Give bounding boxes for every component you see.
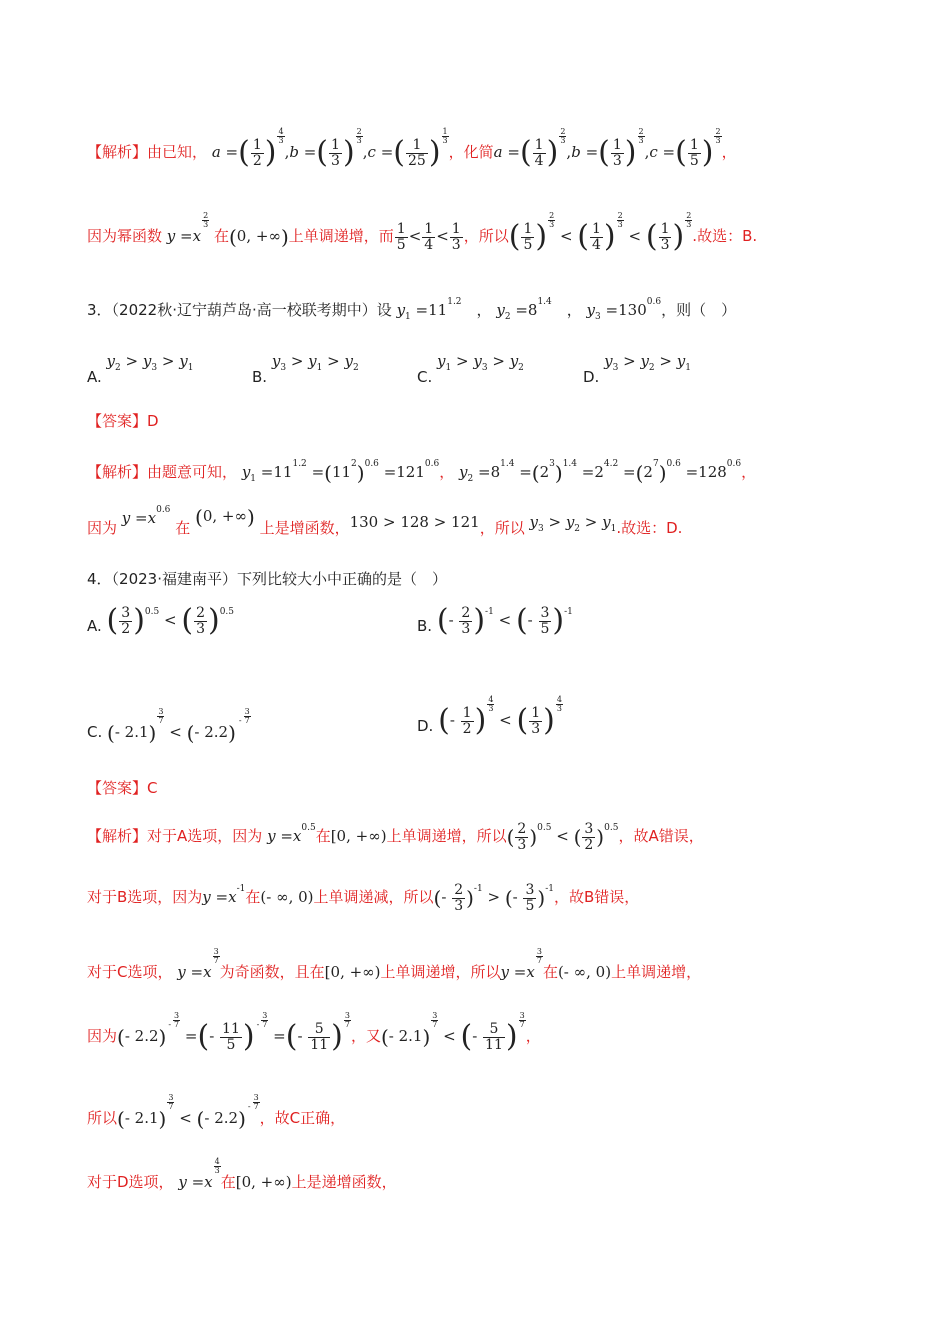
q4-answer <box>87 781 890 796</box>
question-number: 3． <box>87 301 112 319</box>
q3-option-b[interactable]: B. $y_3 > y_1 > y_2$ <box>252 352 359 386</box>
q4-analysis-line-3: 对于C选项， y =x $\frac{3}{7}$ 为奇函数，且在[0, +∞)上单调递增，所以y =x $\frac{3}{7}$ 在(- ∞, 0)上单调递增， <box>87 947 702 981</box>
q4-option-a[interactable]: A. ( $\frac{3}{2}$ )$^{0.5}$ < ( $\frac{2}{3}$ )$^{0.5}$ <box>87 603 235 639</box>
question-source: （2022秋·辽宁葫芦岛·高一校联考期中） <box>111 301 377 319</box>
math-power-function: y =x $\frac{2}{3}$ <box>166 211 209 245</box>
q3-option-d[interactable]: D. $y_3 > y_2 > y_1$ <box>583 352 691 386</box>
answer-value: C <box>147 779 158 797</box>
answer-label: 【答案】 <box>87 412 148 430</box>
question-source: （2023·福建南平） <box>111 570 237 588</box>
q4-option-c[interactable]: C. (- 2.1) $\frac{3}{7}$ < (- 2.2) - $\frac{3}{7}$ <box>87 707 250 745</box>
q3-option-a[interactable]: A. $y_2 > y_3 > y_1$ <box>87 352 194 386</box>
q3-analysis-line-1: 【解析】由题意可知， $y_1 =11^{1.2} =(11^2)^{0.6} =121^{0.6}$， $y_2 =8^{1.4} =(2^3)^{1.4} =2^{4.2} =(2^7)^{0.6} =128^{0.6}$， <box>87 459 757 485</box>
q4-stem: 4．（2023·福建南平）下列比较大小中正确的是（ ） <box>87 570 448 588</box>
q3-answer <box>87 414 890 429</box>
math-abc-simplified: a =( $\frac{1}{4}$ ) $\frac{2}{3}$ ,b =( $\frac{1}{3}$ ) $\frac{2}{3}$ ,c =( $\frac{1}{5}$ ) $\frac{2}{3}$ <box>493 127 721 170</box>
math-power-compare: ( $\frac{1}{5}$ ) $\frac{2}{3}$ < ( $\frac{1}{4}$ ) $\frac{2}{3}$ < ( $\frac{1}{3}$ ) $\frac{2}{3}$ <box>508 211 692 254</box>
q4-option-b[interactable]: B. (- $\frac{2}{3}$ )$^{-1}$ < (- $\frac{3}{5}$ )$^{-1}$ <box>417 603 573 639</box>
question-number: 4． <box>87 570 112 588</box>
q4-analysis-line-4: 因为(- 2.2) - $\frac{3}{7}$ =(- $\frac{11}{5}$ ) - $\frac{3}{7}$ =(- $\frac{5}{11}$ ) $\frac{3}{7}$ ，又(- 2.1) $\frac{3}{7}$ < (- $\frac{5}{11}$ ) $\frac{3}{7}$ ， <box>87 1011 541 1054</box>
math-abc-given: a =( $\frac{1}{2}$ ) $\frac{4}{3}$ ,b =( $\frac{1}{3}$ ) $\frac{2}{3}$ ,c =( $\frac{1}{25}$ ) $\frac{1}{3}$ <box>211 127 448 170</box>
q4-analysis-line-5: 所以(- 2.1) $\frac{3}{7}$ < (- 2.2) - $\frac{3}{7}$ ，故C正确， <box>87 1093 346 1131</box>
q4-option-d[interactable]: D. (- $\frac{1}{2}$ ) $\frac{4}{3}$ < ( $\frac{1}{3}$ ) $\frac{4}{3}$ <box>417 695 562 738</box>
q2-analysis-line-1: 【解析】由已知， a =( $\frac{1}{2}$ ) $\frac{4}{3}$ ,b =( $\frac{1}{3}$ ) $\frac{2}{3}$ ,c =( $\frac{1}{25}$ ) $\frac{1}{3}$ ，化简a =( $\frac{1}{4}$ ) $\frac{2}{3}$ ,b =( $\frac{1}{3}$ ) $\frac{2}{3}$ ,c =( $\frac{1}{5}$ ) $\frac{2}{3}$ ， <box>87 127 737 170</box>
q3-option-c[interactable]: C. $y_1 > y_3 > y_2$ <box>417 352 524 386</box>
answer-label: 【答案】 <box>87 779 148 797</box>
q3-stem: 3．（2022秋·辽宁葫芦岛·高一校联考期中）设 $y_1 =11^{1.2}$ ， $y_2 =8^{1.4}$ ， $y_3 =130^{0.6}$，则（ ） <box>87 297 737 322</box>
q3-analysis-line-2: 因为 $y =x^{0.6}$ 在 (0, +∞) 上是增函数，130 > 128 > 121，所以 $y_3 > y_2 > y_1$.故选：D. <box>87 505 683 537</box>
q4-analysis-line-6: 对于D选项， y =x $\frac{4}{3}$ 在[0, +∞)上是递增函数， <box>87 1157 397 1191</box>
answer-value: D <box>147 412 159 430</box>
analysis-label: 【解析】 <box>87 143 148 161</box>
q2-analysis-line-2: 因为幂函数 y =x $\frac{2}{3}$ 在(0, +∞)上单调递增，而 $\frac{1}{5}$ < $\frac{1}{4}$ < $\frac{1}{3}$ ，所以( $\frac{1}{5}$ ) $\frac{2}{3}$ < ( $\frac{1}{4}$ ) $\frac{2}{3}$ < ( $\frac{1}{3}$ ) $\frac{2}{3}$ .故选：B. <box>87 211 758 254</box>
q4-analysis-line-2: 对于B选项，因为$y =x^{-1}$在(- ∞, 0)上单调递减，所以(- $\frac{2}{3}$ )$^{-1}$ > (- $\frac{3}{5}$ )$^{-1}$，故B错误， <box>87 882 640 914</box>
q4-analysis-line-1: 【解析】对于A选项，因为 $y =x^{0.5}$在[0, +∞)上单调递增，所以( $\frac{2}{3}$ )$^{0.5}$ < ( $\frac{3}{2}$ )$^{0.5}$，故A错误， <box>87 821 704 853</box>
math-fraction-compare: $\frac{1}{5}$ < $\frac{1}{4}$ < $\frac{1}{3}$ <box>396 220 461 253</box>
